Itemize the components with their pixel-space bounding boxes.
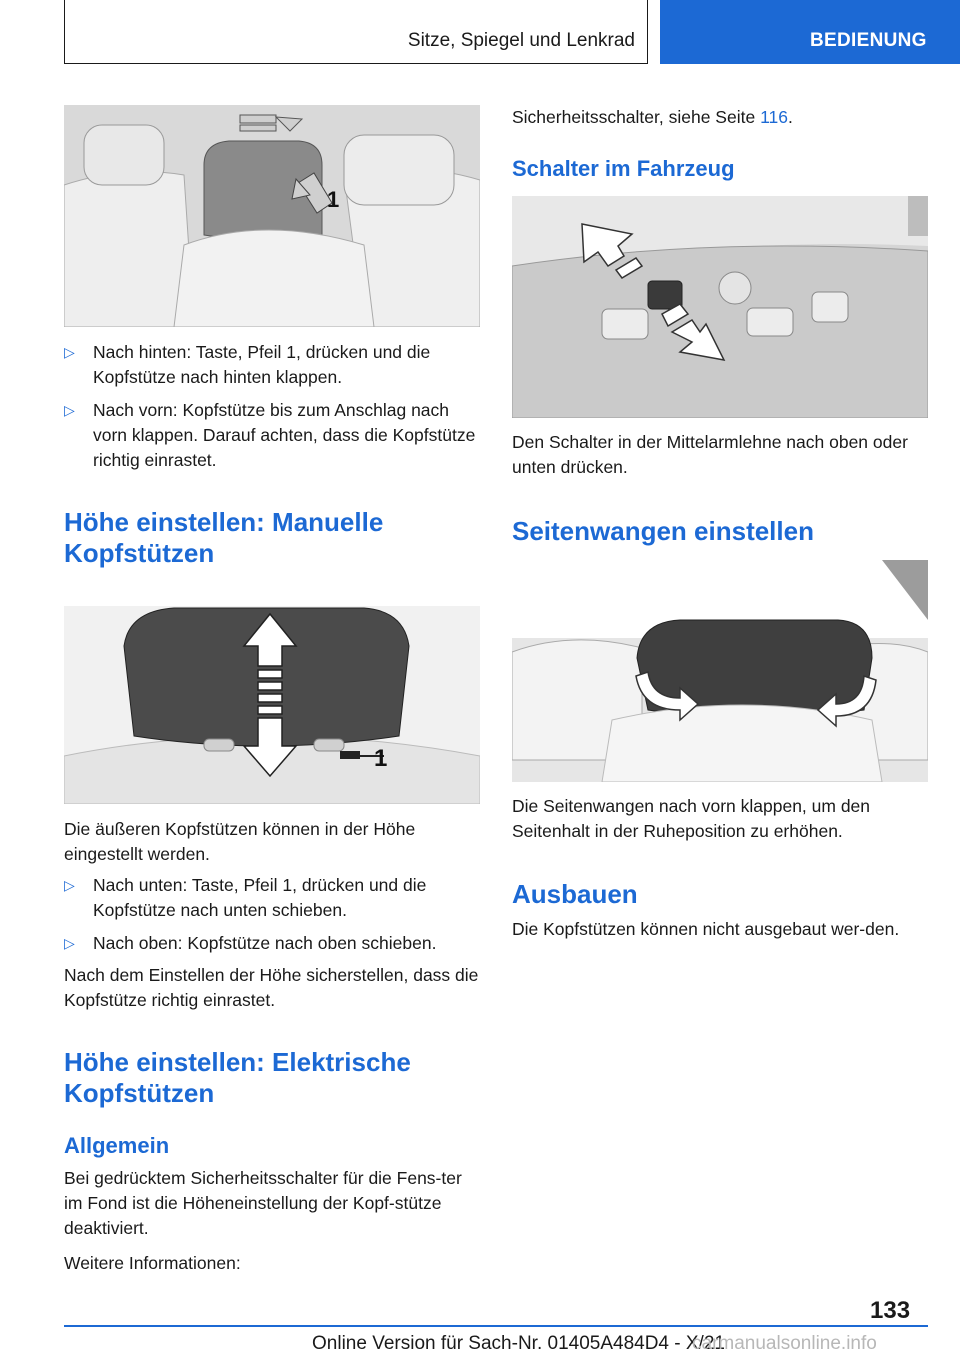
figure-headrest-height	[64, 606, 480, 804]
figure1-callout: 1	[327, 187, 340, 212]
heading-line: Kopfstützen	[64, 538, 215, 568]
header-chapter-title: BEDIENUNG	[810, 30, 927, 51]
bullet-text: Nach unten: Taste, Pfeil 1, drücken und die Kopfstütze nach unten schieben.	[93, 875, 427, 920]
figure2-callout: 1	[374, 745, 388, 772]
list-item	[64, 398, 485, 473]
list-item	[64, 340, 485, 390]
list-item	[64, 873, 485, 923]
reference-text: Sicherheitsschalter, siehe Seite	[512, 107, 761, 127]
heading-remove: Ausbauen	[512, 879, 638, 909]
figure-headrest-fold	[64, 105, 480, 327]
headrest-fold-illustration	[64, 105, 480, 327]
heading-line: Höhe einstellen: Manuelle	[64, 507, 384, 537]
paragraph: Die Seitenwangen nach vorn klappen, um den Seitenhalt in der Ruheposition zu erhöhen.	[512, 796, 871, 841]
bullet-marker: ▷	[64, 877, 75, 893]
page-link[interactable]: 116	[760, 107, 788, 127]
figure-side-wings	[512, 560, 928, 782]
header-section-tab	[64, 0, 648, 64]
paragraph: Weitere Informationen:	[64, 1253, 241, 1273]
paragraph: Die Kopfstützen können nicht ausgebaut wer-den.	[512, 919, 900, 939]
bullet-text: Nach hinten: Taste, Pfeil 1, drücken und die Kopfstütze nach hinten klappen.	[93, 342, 431, 387]
paragraph: Bei gedrücktem Sicherheitsschalter für die Fens-ter im Fond ist die Höheneinstellung der Kopf-stütze deaktiviert.	[64, 1168, 462, 1238]
switch-illustration	[512, 196, 928, 418]
footer-divider	[64, 1325, 928, 1327]
footer-online-version: Online Version für Sach-Nr. 01405A484D4 - X/21	[312, 1333, 725, 1354]
heading-manual-height	[64, 507, 484, 569]
bullet-marker: ▷	[64, 402, 75, 418]
footer-watermark: carmanualsonline.info	[692, 1333, 877, 1354]
header-chapter-tab	[660, 0, 960, 64]
subheading-switch: Schalter im Fahrzeug	[512, 156, 735, 181]
subheading-general: Allgemein	[64, 1133, 170, 1158]
figure-switch	[512, 196, 928, 418]
paragraph: Nach dem Einstellen der Höhe sicherstellen, dass die Kopfstütze richtig einrastet.	[64, 965, 479, 1010]
paragraph-reference	[512, 105, 928, 130]
paragraph: Die äußeren Kopfstützen können in der Höhe eingestellt werden.	[64, 819, 416, 864]
bullet-text: Nach vorn: Kopfstütze bis zum Anschlag nach vorn klappen. Darauf achten, dass die Kopfstütze richtig einrastet.	[93, 400, 476, 470]
list-item	[64, 931, 485, 956]
page-number: 133	[870, 1297, 911, 1324]
heading-electric-height	[64, 1047, 484, 1109]
bullet-text: Nach oben: Kopfstütze nach oben schieben.	[93, 933, 437, 953]
headrest-height-illustration	[64, 606, 480, 804]
header-section-title: Sitze, Spiegel und Lenkrad	[407, 30, 635, 51]
heading-line: Höhe einstellen: Elektrische	[64, 1047, 411, 1077]
bullet-marker: ▷	[64, 344, 75, 360]
bullet-marker: ▷	[64, 935, 75, 951]
heading-line: Kopfstützen	[64, 1078, 215, 1108]
side-wings-illustration	[512, 560, 928, 782]
heading-side-bolsters: Seitenwangen einstellen	[512, 516, 814, 546]
paragraph: Den Schalter in der Mittelarmlehne nach oben oder unten drücken.	[512, 432, 908, 477]
reference-end: .	[787, 107, 793, 127]
